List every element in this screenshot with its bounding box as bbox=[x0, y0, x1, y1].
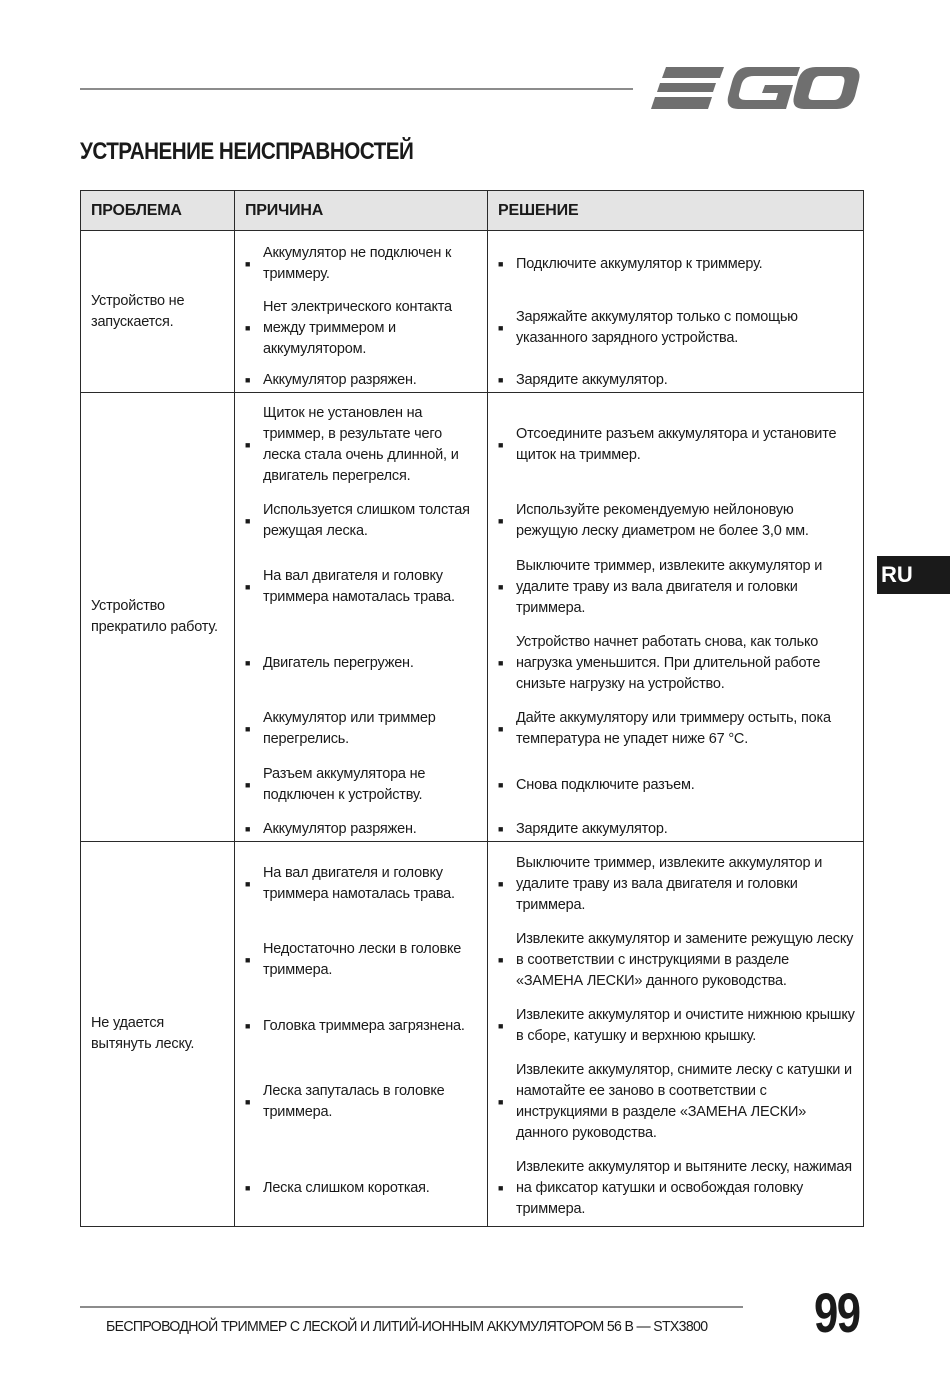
bullet-icon: ■ bbox=[498, 515, 504, 526]
cause-item: ■ Аккумулятор разряжен. bbox=[245, 368, 479, 392]
cause-item: ■ Головка триммера загрязнена. bbox=[245, 1002, 479, 1050]
cause-item: ■ Разъем аккумулятора не подключен к устройству. bbox=[245, 766, 426, 803]
cause-item: ■ Двигатель перегружен. bbox=[245, 629, 479, 697]
page-title: УСТРАНЕНИЕ НЕИСПРАВНОСТЕЙ bbox=[80, 138, 414, 165]
cause-item: ■ Леска запуталась в головке триммера. bbox=[245, 1083, 445, 1120]
troubleshooting-table bbox=[80, 190, 864, 1227]
bullet-icon: ■ bbox=[245, 823, 251, 834]
page-number: 99 bbox=[814, 1281, 860, 1344]
bullet-icon: ■ bbox=[245, 1096, 251, 1107]
bullet-icon: ■ bbox=[498, 1096, 504, 1107]
bullet-icon: ■ bbox=[498, 878, 504, 889]
problem-cell: Устройство прекратило работу. bbox=[81, 393, 235, 842]
solution-cell bbox=[488, 393, 864, 842]
bullet-icon: ■ bbox=[498, 954, 504, 965]
header-solution: РЕШЕНИЕ bbox=[488, 191, 864, 231]
bullet-icon: ■ bbox=[498, 1020, 504, 1031]
bullet-icon: ■ bbox=[245, 1182, 251, 1193]
solution-item: ■ Отсоедините разъем аккумулятора и установите щиток на триммер. bbox=[498, 426, 837, 463]
bullet-icon: ■ bbox=[498, 374, 504, 385]
ego-logo bbox=[650, 64, 862, 112]
bullet-icon: ■ bbox=[498, 581, 504, 592]
bullet-icon: ■ bbox=[245, 515, 251, 526]
bullet-icon: ■ bbox=[498, 258, 504, 269]
table-row bbox=[81, 231, 864, 393]
bullet-icon: ■ bbox=[498, 657, 504, 668]
solution-item: ■ Дайте аккумулятору или триммеру остыть, пока температура не упадет ниже 67 °C. bbox=[498, 710, 831, 747]
bullet-icon: ■ bbox=[498, 723, 504, 734]
bullet-icon: ■ bbox=[498, 439, 504, 450]
bullet-icon: ■ bbox=[498, 779, 504, 790]
solution-item: ■ Устройство начнет работать снова, как только нагрузка уменьшится. При длительной работе снизьте нагрузку на устройство. bbox=[498, 633, 821, 692]
solution-item: ■ Извлеките аккумулятор и вытяните леску, нажимая на фиксатор катушки и освобождая головку триммера. bbox=[498, 1158, 852, 1217]
header-problem: ПРОБЛЕМА bbox=[81, 191, 235, 231]
bullet-icon: ■ bbox=[245, 723, 251, 734]
cause-cell bbox=[235, 231, 488, 393]
solution-cell bbox=[488, 842, 864, 1227]
bullet-icon: ■ bbox=[245, 657, 251, 668]
cause-item: ■ Недостаточно лески в головке триммера. bbox=[245, 941, 462, 978]
cause-item: ■ Используется слишком толстая режущая леска. bbox=[245, 502, 470, 539]
cause-item: ■ Аккумулятор разряжен. bbox=[245, 817, 479, 841]
solution-item: ■ Извлеките аккумулятор, снимите леску с катушки и намотайте ее заново в соответствии с инструкциями в разделе «ЗАМЕНА ЛЕСКИ» данного руководства. bbox=[498, 1062, 852, 1141]
header-rule bbox=[80, 88, 633, 90]
cause-item: ■ На вал двигателя и головку триммера намоталась трава. bbox=[245, 568, 455, 605]
cause-cell bbox=[235, 842, 488, 1227]
solution-item: ■ Заряжайте аккумулятор только с помощью указанного зарядного устройства. bbox=[498, 309, 798, 346]
cause-item: ■ Леска слишком короткая. bbox=[245, 1154, 479, 1222]
cause-item: ■ Нет электрического контакта между триммером и аккумулятором. bbox=[245, 298, 452, 357]
problem-cell: Не удается вытянуть леску. bbox=[81, 842, 235, 1227]
solution-item: ■ Извлеките аккумулятор и очистите нижнюю крышку в сборе, катушку и верхнюю крышку. bbox=[498, 1007, 855, 1044]
solution-item: ■ Используйте рекомендуемую нейлоновую режущую леску диаметром не более 3,0 мм. bbox=[498, 502, 809, 539]
solution-item: ■ Зарядите аккумулятор. bbox=[498, 817, 855, 841]
problem-cell: Устройство не запускается. bbox=[81, 231, 235, 393]
cause-cell bbox=[235, 393, 488, 842]
bullet-icon: ■ bbox=[498, 322, 504, 333]
bullet-icon: ■ bbox=[245, 779, 251, 790]
bullet-icon: ■ bbox=[245, 374, 251, 385]
solution-item: ■ Снова подключите разъем. bbox=[498, 761, 855, 809]
solution-item: ■ Подключите аккумулятор к триммеру. bbox=[498, 240, 855, 288]
bullet-icon: ■ bbox=[498, 823, 504, 834]
bullet-icon: ■ bbox=[245, 954, 251, 965]
solution-item: ■ Выключите триммер, извлеките аккумулятор и удалите траву из вала двигателя и головки триммера. bbox=[498, 854, 823, 913]
cause-item: ■ Аккумулятор или триммер перегрелись. bbox=[245, 710, 436, 747]
solution-item: ■ Извлеките аккумулятор и замените режущую леску в соответствии с инструкциями в разделе «ЗАМЕНА ЛЕСКИ» данного руководства. bbox=[498, 930, 854, 989]
solution-cell bbox=[488, 231, 864, 393]
table-row bbox=[81, 393, 864, 842]
bullet-icon: ■ bbox=[245, 258, 251, 269]
bullet-icon: ■ bbox=[245, 322, 251, 333]
cause-item: ■ Аккумулятор не подключен к триммеру. bbox=[245, 245, 452, 282]
table-row bbox=[81, 842, 864, 1227]
cause-item: ■ На вал двигателя и головку триммера намоталась трава. bbox=[245, 865, 455, 902]
bullet-icon: ■ bbox=[245, 581, 251, 592]
cause-item: ■ Щиток не установлен на триммер, в результате чего леска стала очень длинной, и двигатель перегрелся. bbox=[245, 405, 459, 484]
bullet-icon: ■ bbox=[245, 878, 251, 889]
footer-text: БЕСПРОВОДНОЙ ТРИММЕР С ЛЕСКОЙ И ЛИТИЙ-ИОННЫМ АККУМУЛЯТОРОМ 56 В — STX3800 bbox=[106, 1318, 708, 1335]
solution-item: ■ Зарядите аккумулятор. bbox=[498, 368, 855, 392]
bullet-icon: ■ bbox=[245, 1020, 251, 1031]
footer-rule bbox=[80, 1306, 743, 1308]
bullet-icon: ■ bbox=[498, 1182, 504, 1193]
bullet-icon: ■ bbox=[245, 439, 251, 450]
table-header-row bbox=[81, 191, 864, 231]
solution-item: ■ Выключите триммер, извлеките аккумулятор и удалите траву из вала двигателя и головки триммера. bbox=[498, 557, 823, 616]
language-tab: RU bbox=[877, 556, 950, 594]
header-cause: ПРИЧИНА bbox=[235, 191, 488, 231]
